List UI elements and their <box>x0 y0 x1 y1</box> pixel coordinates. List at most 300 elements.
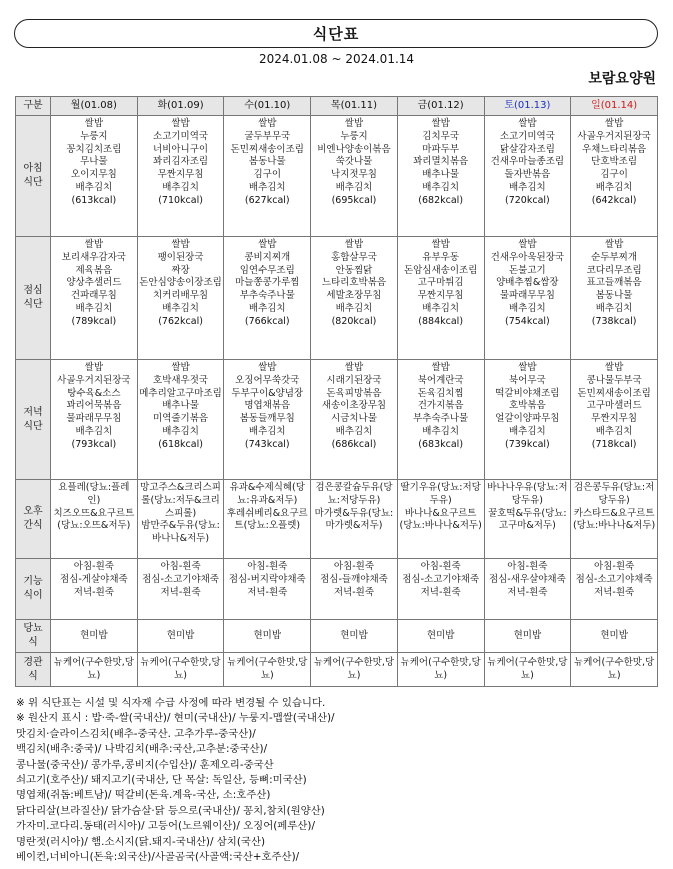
menu-item: 쌀밥 <box>431 239 450 250</box>
note-line: 명엽채(쥐돔:베트남)/ 떡갈비(돈육.계육-국산, 소:호주산) <box>16 789 271 802</box>
menu-item: 유부우동 <box>422 251 460 263</box>
menu-cell <box>224 620 311 653</box>
page-title-box <box>14 19 658 48</box>
menu-item: 콩비지찌개 <box>244 251 291 263</box>
menu-item: 물파래무무침 <box>499 290 555 302</box>
menu-item: 코다리무조림 <box>586 264 642 276</box>
menu-item: 치커리배무침 <box>153 290 209 302</box>
menu-cell <box>397 653 484 687</box>
menu-item: 딸기우유(당뇨:저당두유) <box>400 482 481 506</box>
menu-item: 쌀밥 <box>344 362 364 373</box>
menu-item: 쌀밥 <box>604 239 624 250</box>
menu-item: 배추나물 <box>162 400 199 412</box>
tube-feeding-row <box>16 653 658 687</box>
menu-item: (754kcal) <box>505 315 550 327</box>
menu-item: 돈암심새송이조림 <box>403 264 478 276</box>
menu-cell <box>311 480 398 559</box>
menu-cell <box>397 620 484 653</box>
menu-item: 홍합살무국 <box>331 251 377 263</box>
menu-item: 뉴케어(구수한맛,당뇨) <box>487 656 568 681</box>
menu-item: 호박볶음 <box>509 400 546 412</box>
menu-item: 배추김치 <box>422 425 460 437</box>
menu-item: 보리새우감자국 <box>61 251 126 263</box>
menu-cell <box>224 360 311 480</box>
menu-item: 마파두부 <box>422 143 460 155</box>
menu-item: (710kcal) <box>158 194 203 206</box>
row-label-line: 기능 <box>23 576 43 587</box>
row-label <box>16 116 51 237</box>
menu-item: 쌀밥 <box>84 239 104 250</box>
menu-cell <box>137 620 224 653</box>
menu-item: 쌀밥 <box>84 118 104 129</box>
menu-item: 콩나물두부국 <box>586 374 642 386</box>
lunch-row <box>16 237 658 360</box>
menu-cell <box>224 237 311 360</box>
menu-cell <box>397 360 484 480</box>
menu-item: 김치무국 <box>422 130 460 142</box>
menu-item: 꽈리멸치볶음 <box>413 156 469 168</box>
menu-item: 현미밥 <box>253 629 282 641</box>
menu-cell <box>397 116 484 237</box>
menu-item: (766kcal) <box>244 315 290 327</box>
menu-cell <box>51 480 138 559</box>
row-label <box>16 653 51 687</box>
menu-cell <box>484 116 571 237</box>
day-header-saturday: 토(01.13) <box>484 97 571 116</box>
row-label-line: 식 <box>28 637 38 648</box>
menu-item: 점심-소고기야채죽 <box>142 573 219 585</box>
menu-item: 배추김치 <box>335 302 373 314</box>
menu-item: 저녁-흰죽 <box>420 586 461 598</box>
menu-item: 저녁-흰죽 <box>507 586 548 598</box>
menu-item: 후레쉬베리&요구르트(당뇨:오플렛) <box>226 507 308 532</box>
menu-item: 안동찜닭 <box>335 264 373 276</box>
menu-item: 양상추샐러드 <box>66 277 122 289</box>
menu-cell <box>311 116 398 237</box>
menu-item: 쌀밥 <box>518 239 537 250</box>
menu-cell <box>397 559 484 620</box>
menu-item: 배추김치 <box>248 302 286 314</box>
menu-cell <box>224 116 311 237</box>
menu-item: 뉴케어(구수한맛,당뇨) <box>140 656 221 681</box>
row-label-line: 식단 <box>23 177 43 188</box>
menu-item: 마늘쫑콩가루찜 <box>235 277 300 289</box>
menu-item: 누룽지 <box>80 130 108 142</box>
menu-item: 배추김치 <box>248 425 286 437</box>
menu-item: 단호박조림 <box>591 156 638 168</box>
menu-cell <box>137 653 224 687</box>
menu-item: 배추김치 <box>75 181 113 193</box>
menu-cell <box>484 620 571 653</box>
menu-cell <box>484 480 571 559</box>
row-label <box>16 237 51 360</box>
menu-item: 부추숙주나물 <box>413 413 469 425</box>
menu-item: 점심-버지락야채죽 <box>228 573 306 585</box>
menu-item: 오이지무침 <box>70 169 117 181</box>
meal-table-body <box>16 116 658 687</box>
menu-item: 호박새우젓국 <box>153 374 209 386</box>
menu-item: 배추김치 <box>75 425 113 437</box>
menu-item: 배추김치 <box>509 302 546 314</box>
menu-cell <box>484 237 571 360</box>
menu-item: (793kcal) <box>71 438 117 450</box>
menu-item: 명엽채볶음 <box>244 400 291 412</box>
note-line: 쇠고기(호주산)/ 돼지고기(국내산, 단 목살: 독일산, 등뼈:미국산) <box>16 774 307 787</box>
menu-item: 쌀밥 <box>344 239 364 250</box>
menu-item: 아침-흰죽 <box>420 561 461 572</box>
menu-cell <box>51 559 138 620</box>
breakfast-row <box>16 116 658 237</box>
snack-row <box>16 480 658 559</box>
menu-item: 뉴케어(구수한맛,당뇨) <box>227 656 308 681</box>
menu-cell <box>51 237 138 360</box>
menu-item: 아침-흰죽 <box>507 561 548 572</box>
menu-item: 돈불고기 <box>509 264 546 276</box>
menu-item: 쌀밥 <box>258 362 277 373</box>
menu-item: 얼갈이양파무침 <box>495 413 560 425</box>
menu-item: 표고들깨볶음 <box>586 277 642 289</box>
menu-item: 점심-소고기야채죽 <box>575 573 653 585</box>
menu-item: 현미밥 <box>340 629 368 641</box>
menu-item: 무짠지무침 <box>591 413 638 425</box>
menu-item: 쌀밥 <box>171 362 190 373</box>
day-header-sunday: 일(01.14) <box>571 97 658 116</box>
special-diet-row <box>16 559 658 620</box>
menu-item: 배추김치 <box>162 181 199 193</box>
menu-cell <box>224 480 311 559</box>
menu-item: 배추김치 <box>335 181 373 193</box>
menu-item: 누룽지 <box>340 130 368 142</box>
menu-item: (820kcal) <box>331 315 377 327</box>
menu-item: 현미밥 <box>426 629 455 641</box>
menu-cell <box>484 360 571 480</box>
menu-cell <box>311 237 398 360</box>
menu-item: 망고주스&크리스피롤(당뇨:저두&크리스피롤) <box>140 482 221 519</box>
menu-item: 비엔나양송이볶음 <box>317 143 391 155</box>
menu-item: 꿀호떡&두유(당뇨:고구마&저두) <box>488 507 567 532</box>
menu-item: 양배추찜&쌈장 <box>496 277 559 289</box>
day-header: 화(01.09) <box>137 97 224 116</box>
menu-cell <box>311 653 398 687</box>
menu-item: 건새우아욱된장국 <box>490 251 565 263</box>
menu-cell <box>571 480 658 559</box>
menu-item: 쌀밥 <box>431 362 450 373</box>
menu-cell <box>484 653 571 687</box>
menu-item: 요플레(당뇨:플레인) <box>58 482 130 506</box>
menu-cell <box>484 559 571 620</box>
menu-cell <box>397 237 484 360</box>
menu-item: 유과&수제식혜(당뇨:유과&저두) <box>229 482 305 506</box>
menu-item: (739kcal) <box>505 438 550 450</box>
menu-cell <box>571 237 658 360</box>
menu-cell <box>137 237 224 360</box>
organization-name: 보람요양원 <box>588 71 656 87</box>
menu-item: (718kcal) <box>591 438 637 450</box>
menu-cell <box>571 116 658 237</box>
menu-item: 두부구이&양념장 <box>231 387 304 399</box>
menu-item: 점심-들깨야채죽 <box>320 573 388 585</box>
menu-item: 사골우거지된장국 <box>57 374 131 386</box>
menu-item: 건새우마늘종조림 <box>490 156 565 168</box>
menu-item: 배추김치 <box>595 425 633 437</box>
row-label-line: 오후 <box>23 506 43 517</box>
menu-item: 배추나물 <box>422 169 460 181</box>
note-line: 가자미.코다리.동태(러시아)/ 고등어(노르웨이산)/ 오징어(페루산)/ <box>16 820 315 833</box>
menu-item: 검은콩두유(당뇨:저당두유) <box>573 482 655 506</box>
row-label-line: 아침 <box>23 163 43 174</box>
menu-item: 쌀밥 <box>171 239 190 250</box>
menu-item: 봄동들깨무침 <box>239 413 295 425</box>
menu-item: 저녁-흰죽 <box>247 586 288 598</box>
menu-cell <box>51 620 138 653</box>
menu-item: 고구마튀김 <box>417 277 464 289</box>
menu-cell <box>224 653 311 687</box>
menu-item: 무짠지무침 <box>417 290 464 302</box>
menu-item: 무나물 <box>80 156 108 168</box>
menu-item: 점심-소고기야채죽 <box>402 573 480 585</box>
menu-cell <box>397 480 484 559</box>
menu-item: 아침-흰죽 <box>73 561 114 572</box>
menu-item: 소고기미역국 <box>153 130 209 142</box>
menu-item: 배추김치 <box>422 181 460 193</box>
menu-item: 쑥갓나물 <box>335 156 373 168</box>
row-label <box>16 620 51 653</box>
menu-item: 배추김치 <box>162 302 199 314</box>
menu-item: 봄동나물 <box>595 290 633 302</box>
menu-item: 낙지젓무침 <box>331 169 377 181</box>
day-header: 목(01.11) <box>311 97 398 116</box>
menu-item: 떡갈비야채조림 <box>495 387 560 399</box>
day-header: 금(01.12) <box>397 97 484 116</box>
row-label <box>16 480 51 559</box>
menu-item: 돈안심양송이장조림 <box>139 277 222 289</box>
row-label-line: 당뇨 <box>23 623 43 634</box>
menu-item: 쌀밥 <box>518 362 537 373</box>
menu-item: 현미밥 <box>600 629 628 641</box>
menu-item: 뉴케어(구수한맛,당뇨) <box>574 656 655 681</box>
header-corner: 구분 <box>16 97 51 116</box>
menu-item: 저녁-흰죽 <box>333 586 375 598</box>
menu-item: 북어무국 <box>509 374 546 386</box>
menu-cell <box>137 480 224 559</box>
menu-item: 돌자반볶음 <box>504 169 551 181</box>
menu-item: 저녁-흰죽 <box>160 586 201 598</box>
row-label <box>16 360 51 480</box>
menu-item: 바나나&요구르트(당뇨:바나나&저두) <box>399 507 482 532</box>
menu-item: 배추김치 <box>162 425 199 437</box>
menu-item: 카스타드&요구르트(당뇨:바나나&저두) <box>572 507 656 532</box>
table-header-row <box>16 97 658 116</box>
meal-table <box>15 96 658 687</box>
menu-cell <box>51 360 138 480</box>
menu-item: 메추리알고구마조림 <box>139 387 222 399</box>
menu-item: 쌀밥 <box>604 118 624 129</box>
menu-cell <box>571 653 658 687</box>
menu-item: 아침-흰죽 <box>247 561 288 572</box>
menu-item: 너비아니구이 <box>153 143 209 155</box>
menu-item: 쌀밥 <box>258 239 277 250</box>
menu-item: 뉴케어(구수한맛,당뇨) <box>313 656 395 681</box>
menu-item: 건파래무침 <box>70 290 117 302</box>
menu-item: 저녁-흰죽 <box>73 586 114 598</box>
menu-cell <box>51 653 138 687</box>
dinner-row <box>16 360 658 480</box>
menu-item: 소고기미역국 <box>499 130 555 142</box>
row-label <box>16 559 51 620</box>
menu-cell <box>224 559 311 620</box>
menu-item: 사골우거지된장국 <box>577 130 651 142</box>
day-header: 수(01.10) <box>224 97 311 116</box>
menu-item: 돈육피망볶음 <box>326 387 382 399</box>
menu-cell <box>311 360 398 480</box>
menu-item: 꽈리김자조림 <box>153 156 209 168</box>
menu-item: 오징어무쑥갓국 <box>235 374 300 386</box>
row-label-line: 식단 <box>23 420 43 432</box>
menu-item: 느타리호박볶음 <box>321 277 387 289</box>
menu-item: (613kcal) <box>71 194 117 206</box>
menu-item: 물파래무무침 <box>66 413 122 425</box>
menu-item: 치즈오뜨&요구르트(당뇨:오뜨&저두) <box>53 507 135 532</box>
menu-item: 배추김치 <box>422 302 460 314</box>
menu-item: 짜장 <box>171 264 190 276</box>
menu-cell <box>137 116 224 237</box>
menu-item: (720kcal) <box>505 194 550 206</box>
menu-item: (686kcal) <box>331 438 377 450</box>
menu-item: 미역줄기볶음 <box>153 413 209 425</box>
menu-cell <box>571 360 658 480</box>
menu-item: 현미밥 <box>513 629 542 641</box>
menu-item: (762kcal) <box>158 315 203 327</box>
note-line: 베이컨,너비아니(돈육:외국산)/사골곰국(사골액:국산+호주산)/ <box>16 851 300 864</box>
menu-item: 봄동나물 <box>248 156 286 168</box>
menu-item: 아침-흰죽 <box>594 561 635 572</box>
menu-item: (743kcal) <box>244 438 290 450</box>
menu-item: 현미밥 <box>80 629 108 641</box>
menu-item: 뉴케어(구수한맛,당뇨) <box>53 656 134 681</box>
page-title: 식단표 <box>312 25 360 43</box>
menu-item: 북어계란국 <box>417 374 464 386</box>
menu-item: 쌀밥 <box>344 118 364 129</box>
menu-item: 쌀밥 <box>431 118 450 129</box>
menu-item: 제육볶음 <box>75 264 113 276</box>
notes-section <box>16 696 666 865</box>
note-line: 명란젓(러시아)/ 햄.소시지(닭.돼지-국내산)/ 삼치(국산) <box>16 835 266 848</box>
menu-cell <box>571 620 658 653</box>
note-line: 닭다리살(브라질산)/ 닭가슴살·닭 등으로(국내산)/ 꽁치,참치(원양산) <box>16 804 325 817</box>
menu-item: (683kcal) <box>418 438 464 450</box>
menu-item: 돈민찌새송이조림 <box>230 143 304 155</box>
menu-item: (627kcal) <box>244 194 290 206</box>
menu-item: 쌀밥 <box>258 118 277 129</box>
menu-item: 배추김치 <box>75 302 113 314</box>
menu-item: 배추김치 <box>595 181 633 193</box>
menu-item: 김구이 <box>253 169 282 181</box>
menu-item: 세발초장무침 <box>326 290 382 302</box>
menu-item: 검은콩칼슘두유(당뇨:저당두유) <box>315 482 393 506</box>
menu-item: 김구이 <box>600 169 628 181</box>
menu-item: (695kcal) <box>331 194 377 206</box>
menu-cell <box>311 559 398 620</box>
menu-item: (642kcal) <box>591 194 637 206</box>
menu-item: 우채느타리볶음 <box>581 143 647 155</box>
menu-item: 무짠지무침 <box>157 169 204 181</box>
menu-item: 점심-새우살야채죽 <box>488 573 566 585</box>
menu-cell <box>51 116 138 237</box>
menu-item: (618kcal) <box>158 438 203 450</box>
menu-item: 꽈리어묵볶음 <box>66 400 122 412</box>
menu-item: 저녁-흰죽 <box>594 586 635 598</box>
menu-item: 굴두부무국 <box>244 130 291 142</box>
menu-cell <box>137 559 224 620</box>
menu-item: 현미밥 <box>166 629 195 641</box>
menu-cell <box>571 559 658 620</box>
menu-item: 시금치나물 <box>331 413 377 425</box>
menu-item: 시래기된장국 <box>326 374 382 386</box>
menu-item: 바나나우유(당뇨:저당두유) <box>487 482 568 506</box>
row-label-line: 간식 <box>23 520 43 531</box>
menu-item: 건가지볶음 <box>417 400 464 412</box>
menu-item: 쌀밥 <box>84 362 104 373</box>
menu-item: 탕수육&소스 <box>67 387 121 399</box>
menu-item: 팽이된장국 <box>157 251 204 263</box>
diabetic-row <box>16 620 658 653</box>
menu-item: 쌀밥 <box>518 118 537 129</box>
menu-item: 꽁치김치조림 <box>66 143 122 155</box>
menu-item: 배추김치 <box>509 425 546 437</box>
menu-item: 뉴케어(구수한맛,당뇨) <box>400 656 481 681</box>
menu-item: 아침-흰죽 <box>160 561 201 572</box>
row-label-line: 식단 <box>23 299 43 310</box>
day-header: 월(01.08) <box>51 97 138 116</box>
menu-item: 배추김치 <box>509 181 546 193</box>
menu-period: 2024.01.08 ~ 2024.01.14 <box>258 52 415 66</box>
menu-item: 임연수무조림 <box>239 264 295 276</box>
menu-item: 새송이초장무침 <box>321 400 387 412</box>
menu-item: 돈민찌새송이조림 <box>577 387 651 399</box>
menu-item: 배추김치 <box>248 181 286 193</box>
menu-item: (682kcal) <box>418 194 464 206</box>
menu-item: 닭살감자조림 <box>499 143 555 155</box>
menu-item: 부추숙주나물 <box>239 290 295 302</box>
menu-item: 점심-게살야채죽 <box>60 573 128 585</box>
menu-item: (789kcal) <box>71 315 117 327</box>
menu-item: 고구마샐러드 <box>586 400 642 412</box>
row-label-line: 저녁 <box>23 406 43 418</box>
row-label-line: 점심 <box>23 285 43 296</box>
menu-item: 마가렛&두유(당뇨:마가렛&저두) <box>314 507 394 532</box>
note-line: 백김치(배추:중국)/ 나박김치(배추:국산,고추분:중국산)/ <box>16 743 268 756</box>
menu-item: 쌀밥 <box>171 118 190 129</box>
note-line: ※ 위 식단표는 시설 및 식자재 수급 사정에 따라 변경될 수 있습니다. <box>16 697 326 709</box>
menu-item: (884kcal) <box>418 315 464 327</box>
note-line: 맛김치·슬라이스김치(배추-중국산. 고추가루-중국산)/ <box>16 727 256 740</box>
menu-item: 돈육김치찜 <box>417 387 464 399</box>
menu-item: 배추김치 <box>595 302 633 314</box>
menu-item: 순두부찌개 <box>591 251 638 263</box>
menu-cell <box>137 360 224 480</box>
note-line: 콩나물(중국산)/ 콩가루,콩비지(수입산)/ 훈제오리-중국산 <box>16 758 274 771</box>
menu-item: 아침-흰죽 <box>333 561 375 572</box>
menu-item: 밤만주&두유(당뇨:바나나&저두) <box>141 520 220 545</box>
menu-item: (738kcal) <box>591 315 637 327</box>
menu-item: 배추김치 <box>335 425 373 437</box>
row-label-line: 경관 <box>23 656 43 668</box>
menu-item: 쌀밥 <box>604 362 624 373</box>
row-label-line: 식이 <box>23 590 43 601</box>
row-label-line: 식 <box>28 670 38 682</box>
note-line: ※ 원산지 표시 : 밥·죽-쌀(국내산)/ 현미(국내산)/ 누룽지-맵쌀(국내산)/ <box>16 712 335 725</box>
menu-cell <box>311 620 398 653</box>
